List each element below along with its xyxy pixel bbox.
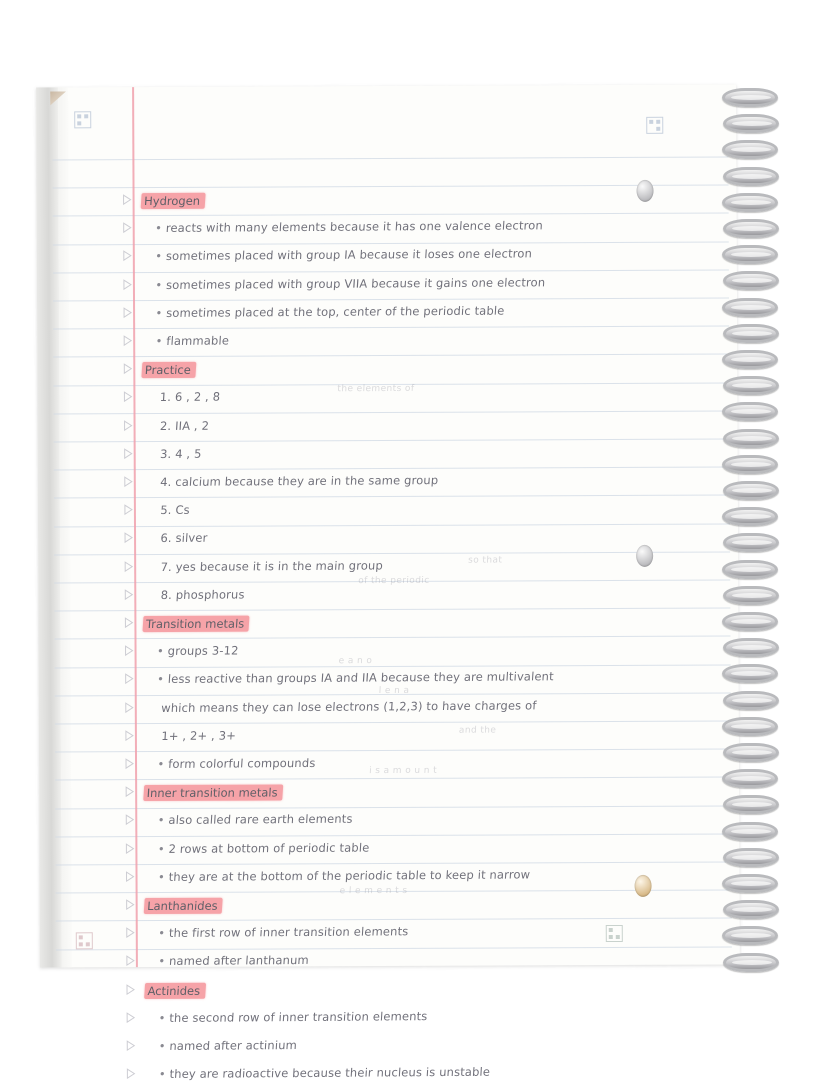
spiral-coil xyxy=(723,953,779,972)
ghost-text: i s a m o u n t xyxy=(368,765,438,777)
play-triangle-icon xyxy=(126,899,135,910)
scan-marker-top-left xyxy=(74,111,91,128)
ghost-text: l e n a xyxy=(378,685,410,697)
spiral-coil xyxy=(722,402,778,421)
play-triangle-icon xyxy=(126,1068,135,1079)
section-heading: Hydrogen xyxy=(141,193,206,209)
note-line: • reacts with many elements because it has one valence electron xyxy=(155,218,544,235)
spiral-coil xyxy=(723,481,779,500)
spiral-coil xyxy=(722,455,778,474)
note-line: • named after actinium xyxy=(158,1038,297,1053)
play-triangle-icon xyxy=(123,194,132,205)
note-line: 3. 4 , 5 xyxy=(159,446,203,461)
spiral-coil xyxy=(722,612,778,631)
spiral-coil xyxy=(723,533,779,552)
ghost-text: e a n o xyxy=(338,656,373,667)
play-triangle-icon xyxy=(123,251,132,262)
play-triangle-icon xyxy=(125,758,134,769)
note-line: • 2 rows at bottom of periodic table xyxy=(157,840,369,855)
page-hole xyxy=(635,875,652,897)
spiral-coil xyxy=(723,691,779,710)
note-line: 7. yes because it is in the main group xyxy=(160,558,384,574)
play-triangle-icon xyxy=(123,307,132,318)
handwritten-notes xyxy=(36,84,740,1082)
note-line: • sometimes placed with group IA because it loses one electron xyxy=(155,247,533,264)
note-line: 6. silver xyxy=(160,531,208,546)
section-heading: Practice xyxy=(141,362,196,378)
spiral-coil xyxy=(722,664,778,683)
note-line: • less reactive than groups IA and IIA because they are multivalent xyxy=(157,670,555,687)
note-line: • named after lanthanum xyxy=(158,953,309,968)
note-line: 1+ , 2+ , 3+ xyxy=(160,728,237,743)
spiral-coil xyxy=(722,507,778,526)
play-triangle-icon xyxy=(124,589,133,600)
ghost-text: and the xyxy=(458,725,497,736)
notebook-page xyxy=(36,84,740,1082)
ghost-text: of the periodic xyxy=(358,575,430,587)
note-line: 1. 6 , 2 , 8 xyxy=(159,389,221,405)
note-line: • the first row of inner transition elements xyxy=(158,924,409,940)
spiral-coil xyxy=(722,822,778,841)
spiral-coil xyxy=(722,350,778,369)
play-triangle-icon xyxy=(124,533,133,544)
note-line: • form colorful compounds xyxy=(157,756,316,771)
note-line: 2. IIA , 2 xyxy=(159,418,210,433)
spiral-coil xyxy=(722,560,778,579)
play-triangle-icon xyxy=(125,645,134,656)
play-triangle-icon xyxy=(124,420,133,431)
play-triangle-icon xyxy=(124,617,133,628)
play-triangle-icon xyxy=(124,504,133,515)
spiral-binding xyxy=(718,78,802,978)
note-line: • they are at the bottom of the periodic table to keep it narrow xyxy=(158,867,531,884)
spiral-coil xyxy=(722,874,778,893)
section-heading: Transition metals xyxy=(142,616,249,632)
spiral-coil xyxy=(723,848,779,867)
spiral-coil xyxy=(723,167,779,186)
page-hole xyxy=(636,180,653,202)
play-triangle-icon xyxy=(126,927,135,938)
scan-marker-bottom-left xyxy=(76,932,93,949)
play-triangle-icon xyxy=(125,815,134,826)
spiral-coil xyxy=(723,429,779,448)
play-triangle-icon xyxy=(126,955,135,966)
note-line: • sometimes placed at the top, center of the periodic table xyxy=(155,303,505,319)
spiral-coil xyxy=(723,271,779,290)
note-line: 4. calcium because they are in the same group xyxy=(159,473,439,489)
note-line: • groups 3-12 xyxy=(157,644,239,659)
play-triangle-icon xyxy=(123,279,132,290)
play-triangle-icon xyxy=(126,984,135,995)
play-triangle-icon xyxy=(125,786,134,797)
play-triangle-icon xyxy=(123,363,132,374)
play-triangle-icon xyxy=(124,476,133,487)
note-line: 8. phosphorus xyxy=(160,587,246,602)
ghost-text: so that xyxy=(467,555,503,566)
ghost-text: the elements of xyxy=(337,383,415,395)
spiral-coil xyxy=(722,140,778,159)
play-triangle-icon xyxy=(125,843,134,854)
spiral-coil xyxy=(722,717,778,736)
spiral-coil xyxy=(723,795,779,814)
play-triangle-icon xyxy=(124,448,133,459)
play-triangle-icon xyxy=(123,335,132,346)
note-line: • the second row of inner transition elements xyxy=(158,1009,428,1025)
play-triangle-icon xyxy=(126,871,135,882)
section-heading: Lanthanides xyxy=(144,898,223,914)
spiral-coil xyxy=(723,376,779,395)
note-line: 5. Cs xyxy=(159,502,191,518)
spiral-coil xyxy=(723,743,779,762)
page-hole xyxy=(636,545,653,567)
note-line: • also called rare earth elements xyxy=(157,812,353,827)
spiral-coil xyxy=(722,245,778,264)
play-triangle-icon xyxy=(123,222,132,233)
spiral-coil xyxy=(723,114,779,133)
ghost-text: e l e m e n t s xyxy=(339,885,408,897)
spiral-coil xyxy=(722,193,778,212)
scan-marker-bottom-right xyxy=(606,925,623,942)
section-heading: Actinides xyxy=(144,982,206,998)
spiral-coil xyxy=(722,769,778,788)
scan-marker-top-right xyxy=(646,117,663,134)
play-triangle-icon xyxy=(126,1040,135,1051)
play-triangle-icon xyxy=(125,702,134,713)
play-triangle-icon xyxy=(125,674,134,685)
spiral-coil xyxy=(723,900,779,919)
spiral-coil xyxy=(722,88,778,107)
play-triangle-icon xyxy=(123,392,132,403)
spiral-coil xyxy=(722,298,778,317)
spiral-coil xyxy=(723,586,779,605)
notebook-photo xyxy=(28,78,800,1082)
spiral-coil xyxy=(722,926,778,945)
note-line: which means they can lose electrons (1,2,3) to have charges of xyxy=(160,697,537,715)
spiral-coil xyxy=(723,324,779,343)
section-heading: Inner transition metals xyxy=(143,785,283,802)
note-line: • they are radioactive because their nucleus is unstable xyxy=(158,1065,490,1081)
note-line: • flammable xyxy=(155,333,229,348)
note-line: • sometimes placed with group VIIA because it gains one electron xyxy=(155,275,546,292)
play-triangle-icon xyxy=(126,1012,135,1023)
spiral-coil xyxy=(723,219,779,238)
play-triangle-icon xyxy=(125,730,134,741)
play-triangle-icon xyxy=(124,561,133,572)
spiral-coil xyxy=(723,638,779,657)
